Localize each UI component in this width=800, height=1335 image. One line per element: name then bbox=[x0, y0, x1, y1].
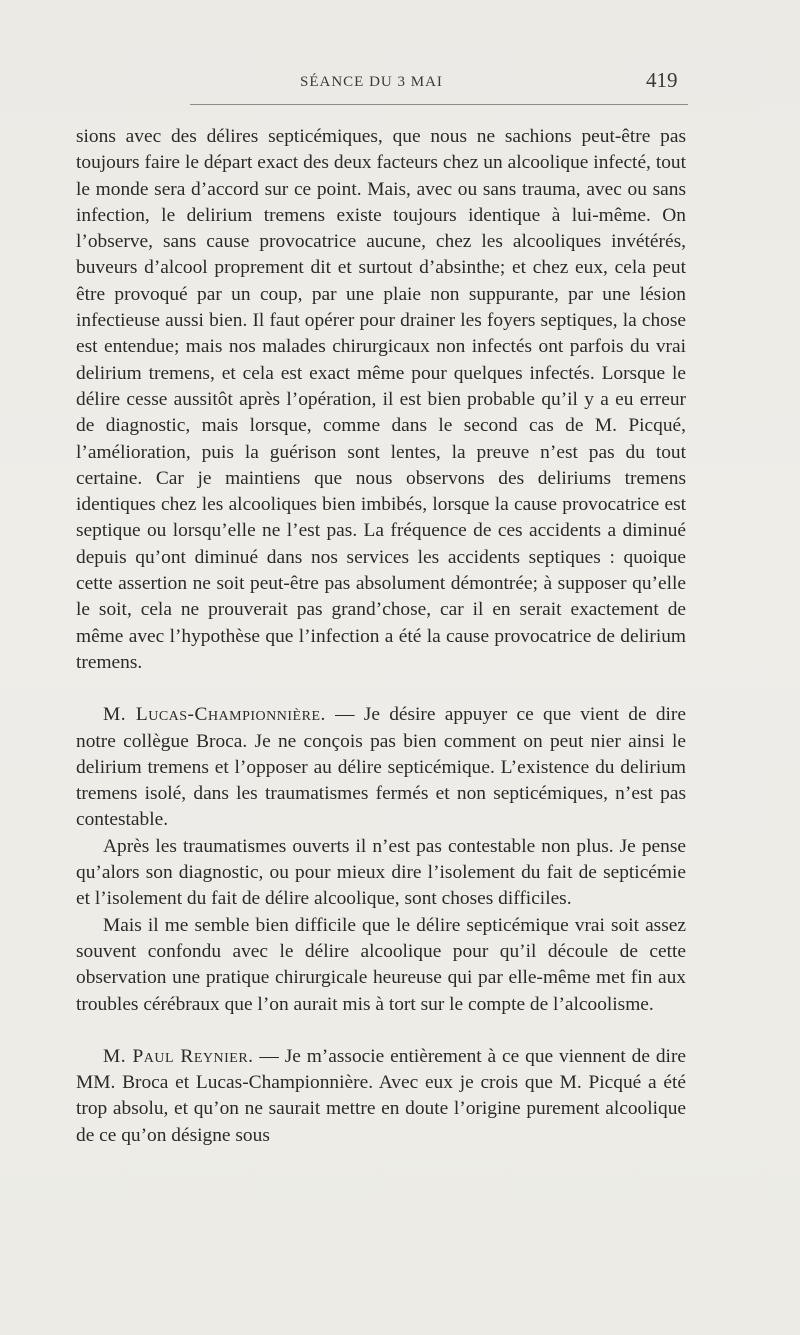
paragraph-continuation bbox=[76, 124, 686, 676]
page-number: 419 bbox=[646, 68, 678, 92]
header-title: SÉANCE DU 3 MAI bbox=[300, 74, 443, 90]
speaker-name: M. Paul Reynier. bbox=[103, 1045, 254, 1067]
speaker-name: M. Lucas-Championnière. bbox=[103, 704, 326, 726]
paragraph bbox=[76, 913, 686, 1018]
paragraph-text: — Je désire appuyer ce que vient de dire notre collègue Broca. Je ne conçois pas bien comment on peut nier ainsi le delirium tremens et l’opposer au délire septicémique. L’existence du delirium tremens isolé, dans les traumatismes fermés et non septicémiques, n’est pas contestable. bbox=[76, 704, 686, 831]
paragraph-text: Mais il me semble bien difficile que le délire septicémique vrai soit assez souvent confondu avec le délire alcoolique pour qu’il découle de cette observation une pratique chirurgicale heureuse qui par elle-même met fin aux troubles cérébraux que l’on aurait mis à tort sur le compte de l’alcoolisme. bbox=[76, 914, 686, 1015]
paragraph bbox=[76, 834, 686, 913]
paragraph-text: — Je m’associe entièrement à ce que viennent de dire MM. Broca et Lucas-Championnière. Avec eux je crois que M. Picqué a été trop absolu, et qu’on ne saurait mettre en doute l’origine purement alcoolique de ce qu’on désigne sous bbox=[76, 1045, 687, 1146]
paragraph-paul-reynier bbox=[76, 1044, 686, 1149]
body-text bbox=[76, 124, 686, 1149]
header-rule bbox=[190, 104, 688, 105]
paragraph-text: sions avec des délires septicémiques, que nous ne sachions peut-être pas toujours faire le départ exact des deux facteurs chez un alcoolique infecté, tout le monde sera d’accord sur ce point. Mais, avec ou sans trauma, avec ou sans infection, le delirium tremens existe toujours identique à lui-même. On l’observe, sans cause provocatrice aucune, chez les alcooliques invétérés, buveurs d’alcool proprement dit et surtout d’absinthe; et chez eux, cela peut être provoqué par un coup, par une plaie non suppurante, par une lésion infectieuse aussi bien. Il faut opérer pour drainer les foyers septiques, la chose est entendue; mais nos malades chirurgicaux non infectés ont parfois du vrai delirium tremens, et cela est exact même pour quelques infectés. Lorsque le délire cesse aussitôt après l’opération, il est bien probable qu’il y a eu erreur de diagnostic, mais lorsque, comme dans le second cas de M. Picqué, l’amélioration, puis la guérison sont lentes, la preuve n’est pas du tout certaine. Car je maintiens que nous observons des deliriums tremens identiques chez les alcooliques bien imbibés, lorsque la cause provocatrice est septique ou lorsqu’elle ne l’est pas. La fréquence de ces accidents a diminué depuis qu’ont diminué dans nos services les accidents septiques : quoique cette assertion ne soit peut-être pas absolument démontrée; à supposer qu’elle le soit, cela ne prouverait pas grand’chose, car il en serait exactement de même avec l’hypothèse que l’infection a été la cause provocatrice de delirium tremens. bbox=[76, 126, 686, 673]
paragraph-text: Après les traumatismes ouverts il n’est pas contestable non plus. Je pense qu’alors son diagnostic, ou pour mieux dire l’isolement du fait de septicémie et l’isolement du fait de délire alcoolique, sont choses difficiles. bbox=[76, 835, 686, 910]
paragraph-lucas-championniere bbox=[76, 702, 686, 833]
running-header bbox=[0, 62, 800, 102]
